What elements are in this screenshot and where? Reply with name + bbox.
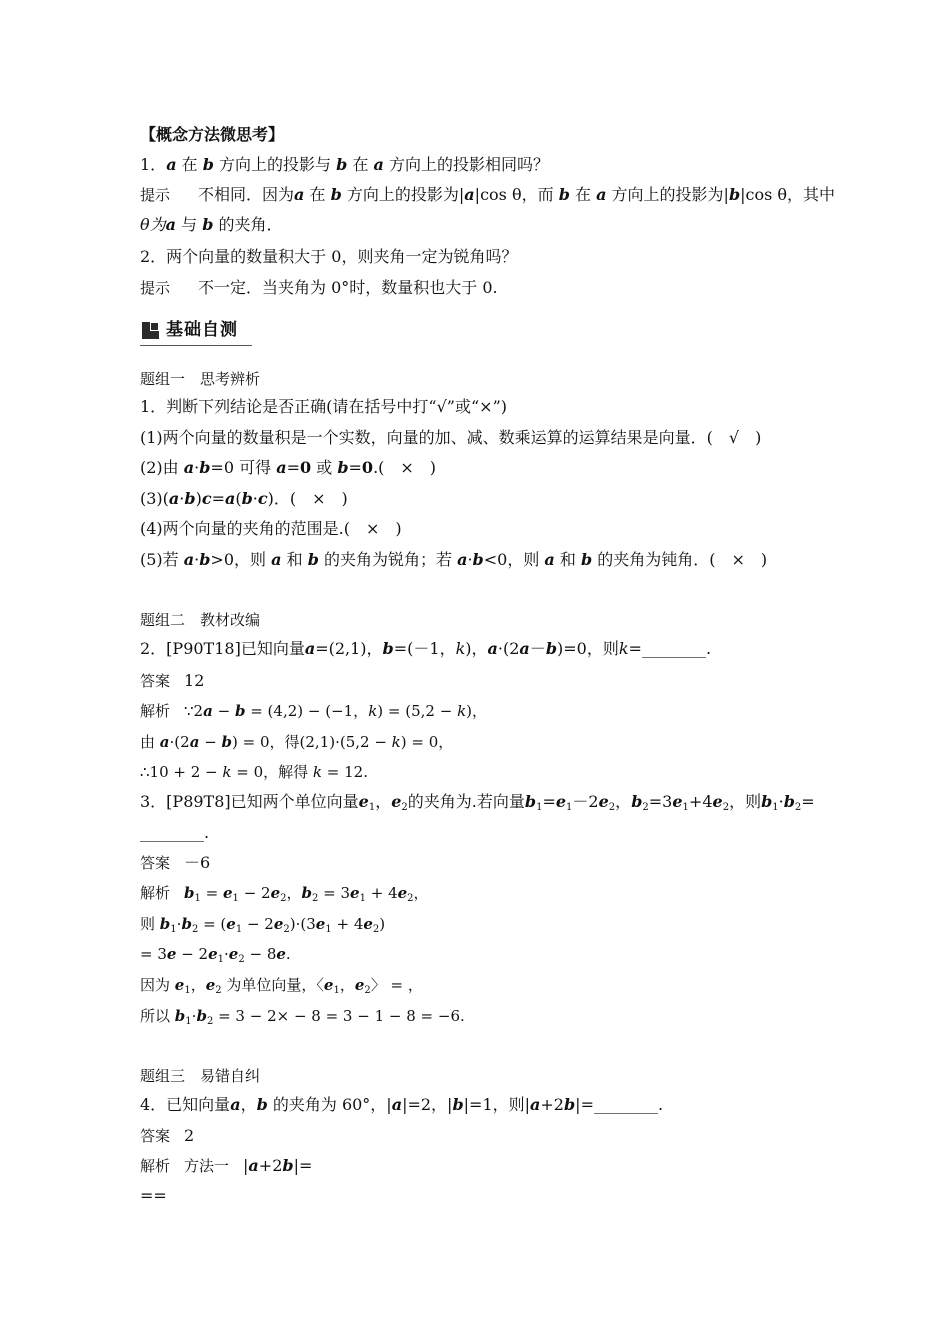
concept-header-text: 【概念方法微思考】 [140,125,285,144]
concept-question-1: 1．a 在 b 方向上的投影与 b 在 a 方向上的投影相同吗？ [140,155,550,174]
solution-3-line-5: 所以 $b_1\cdot b_2 = 3 - 2\times - 8 = 3 - 1 - 8 = -6$. [140,1007,465,1027]
solution-3-line-2: 则 $b_1\cdot b_2 = (e_1 - 2e_2)\cdot(3e_1 + 4e_2)$ [140,915,386,935]
statement-2: (2)由 a·b=0 可得 a=0 或 b=0.( × ) [140,458,437,477]
concept-hint-1-cont: θ为a 与 b 的夹角． [140,215,283,234]
solution-3-line-3: = $3e - 2e_1\cdot e_2 - 8e$. [140,945,291,965]
solution-3-line-1: 解析 $b_1 = e_1 - 2e_2$，$b_2 = 3e_1 + 4e_2$， [140,884,429,904]
solution-4-line-2: == [140,1186,167,1205]
statement-5: (5)若 a·b>0，则 a 和 b 的夹角为锐角；若 a·b<0，则 a 和 b 的夹角为钝角．( × ) [140,550,768,569]
answer-3: 答案 －6 [140,853,211,872]
section-title: 基础自测 [166,320,238,340]
concept-hint-2: 提示 不一定．当夹角为 0°时，数量积也大于 0. [140,278,498,297]
concept-header [140,124,284,146]
answer-label: 答案 [140,672,171,690]
group1-title: 题组一 思考辨析 [140,370,261,388]
question-3-blank: ________. [140,823,210,842]
question-4: 4．已知向量a，b 的夹角为 60°，|a|=2，|b|=1，则|a+2b|=________. [140,1095,664,1114]
group2-title: 题组二 教材改编 [140,611,261,629]
statement-4: (4)两个向量的夹角的范围是.( × ) [140,519,402,538]
concept-hint-1: 提示 不相同．因为a 在 b 方向上的投影为|a|cos θ，而 b 在 a 方向上的投影为|b|cos θ，其中 [140,185,836,204]
concept-question-2: 2．两个向量的数量积大于 0，则夹角一定为锐角吗？ [140,247,518,266]
group3-title: 题组三 易错自纠 [140,1067,261,1085]
answer-2: 答案 12 [140,671,205,690]
solution-2-line-1: 解析 ∵2a − b = (4,2) − (−1，k) = (5,2 − k)， [140,702,488,720]
section-heading [140,318,252,346]
hint-label: 提示 [140,186,171,204]
question-2: 2．[P90T18]已知向量a=(2,1)，b=(－1，k)，a·(2a－b)=0，则k=________. [140,639,712,658]
group1-intro: 1．判断下列结论是否正确(请在括号中打“√”或“×”) [140,397,507,416]
statement-3: (3)(a·b)c=a(b·c)．( × ) [140,489,348,508]
section-underline [140,345,252,346]
solution-3-line-4: 因为 $e_1$，$e_2$ 为单位向量，〈$e_1$，$e_2$〉 = ， [140,976,423,996]
answer-4: 答案 2 [140,1126,195,1145]
solution-4-line-1: 解析 方法一 |a+2b|= [140,1156,313,1175]
question-3: 3．[P89T8]已知两个单位向量$e_1$，$e_2$的夹角为.若向量$b_1=e_1-2e_2$，$b_2=3e_1+4e_2$，则$b_1\cdot b_2=$ [140,792,815,813]
solution-2-line-3: ∴10 + 2 − k = 0，解得 k = 12. [140,763,368,781]
solution-2-line-2: 由 a·(2a − b) = 0，得(2,1)·(5,2 − k) = 0， [140,733,454,751]
statement-1: (1)两个向量的数量积是一个实数，向量的加、减、数乘运算的运算结果是向量．( √ ) [140,428,762,447]
solution-label: 解析 [140,702,171,720]
